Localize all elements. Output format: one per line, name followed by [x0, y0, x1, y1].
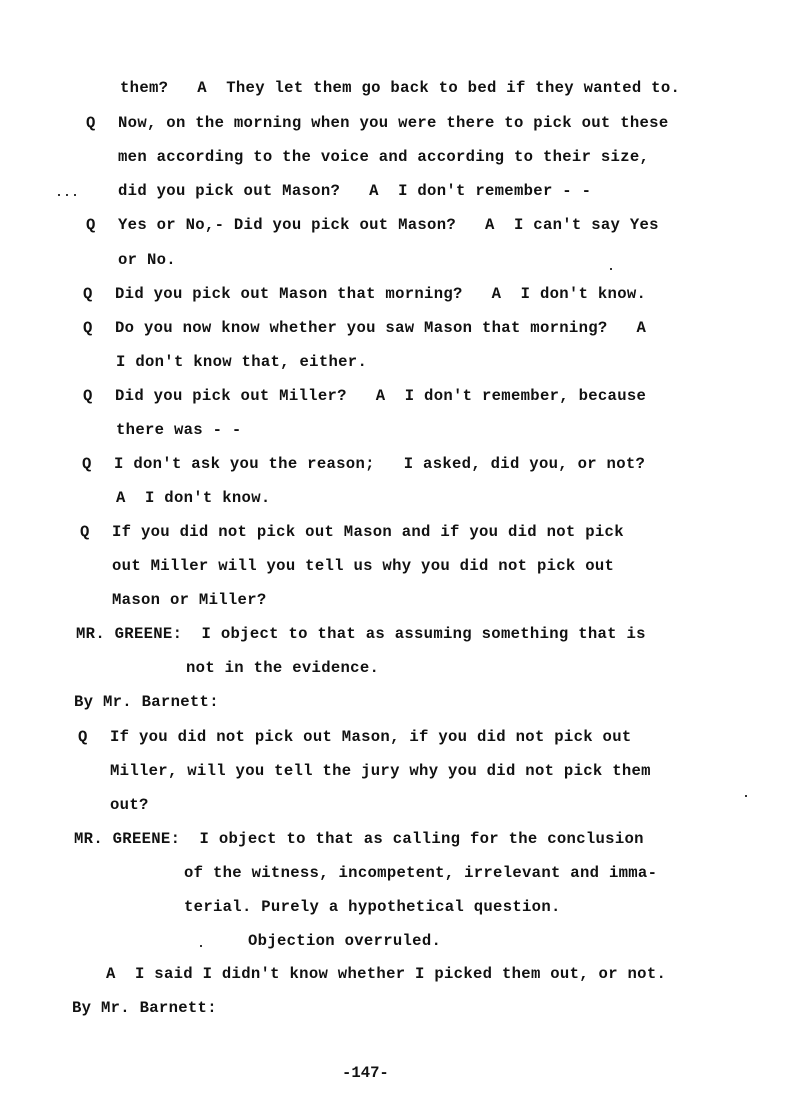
- objection-line: not in the evidence.: [186, 659, 380, 677]
- objection-line: MR. GREENE: I object to that as calling for the conclusion: [74, 830, 644, 848]
- examiner-heading: By Mr. Barnett:: [74, 693, 219, 711]
- examiner-heading: By Mr. Barnett:: [72, 999, 217, 1017]
- transcript-line: did you pick out Mason? A I don't remember - -: [118, 182, 592, 200]
- transcript-line: A I don't know.: [116, 489, 271, 507]
- transcript-line: out?: [110, 796, 149, 814]
- transcript-line: If you did not pick out Mason, if you did not pick out: [110, 728, 632, 746]
- transcript-line: Now, on the morning when you were there to pick out these: [118, 114, 669, 132]
- scan-speck: [58, 194, 60, 196]
- question-marker: Q: [78, 728, 88, 746]
- transcript-line: Did you pick out Miller? A I don't remember, because: [115, 387, 647, 405]
- transcript-line: out Miller will you tell us why you did not pick out: [112, 557, 615, 575]
- question-marker: Q: [80, 523, 90, 541]
- transcript-line: there was - -: [116, 421, 242, 439]
- question-marker: Q: [83, 387, 93, 405]
- ruling-line: Objection overruled.: [248, 932, 442, 950]
- question-marker: Q: [83, 285, 93, 303]
- objection-line: MR. GREENE: I object to that as assuming something that is: [76, 625, 646, 643]
- transcript-line: Mason or Miller?: [112, 591, 267, 609]
- scan-speck: [74, 194, 76, 196]
- transcript-line: them? A They let them go back to bed if they wanted to.: [120, 79, 681, 97]
- transcript-line: If you did not pick out Mason and if you did not pick: [112, 523, 624, 541]
- scan-speck: [66, 194, 68, 196]
- scan-speck: [200, 945, 202, 947]
- objection-line: terial. Purely a hypothetical question.: [184, 898, 561, 916]
- transcript-line: Did you pick out Mason that morning? A I don't know.: [115, 285, 647, 303]
- transcript-line: I don't know that, either.: [116, 353, 368, 371]
- question-marker: Q: [83, 319, 93, 337]
- page-number: -147-: [342, 1064, 389, 1082]
- transcript-line: I don't ask you the reason; I asked, did you, or not?: [114, 455, 646, 473]
- transcript-line: men according to the voice and according to their size,: [118, 148, 650, 166]
- question-marker: Q: [86, 216, 96, 234]
- objection-line: of the witness, incompetent, irrelevant and imma-: [184, 864, 658, 882]
- question-marker: Q: [82, 455, 92, 473]
- transcript-line: Yes or No,- Did you pick out Mason? A I can't say Yes: [118, 216, 659, 234]
- transcript-line: Do you now know whether you saw Mason that morning? A: [115, 319, 647, 337]
- scan-speck: [745, 795, 747, 797]
- transcript-line: or No.: [118, 251, 176, 269]
- transcript-line: Miller, will you tell the jury why you did not pick them: [110, 762, 651, 780]
- question-marker: Q: [86, 114, 96, 132]
- scan-speck: [610, 268, 612, 270]
- answer-line: A I said I didn't know whether I picked them out, or not.: [106, 965, 667, 983]
